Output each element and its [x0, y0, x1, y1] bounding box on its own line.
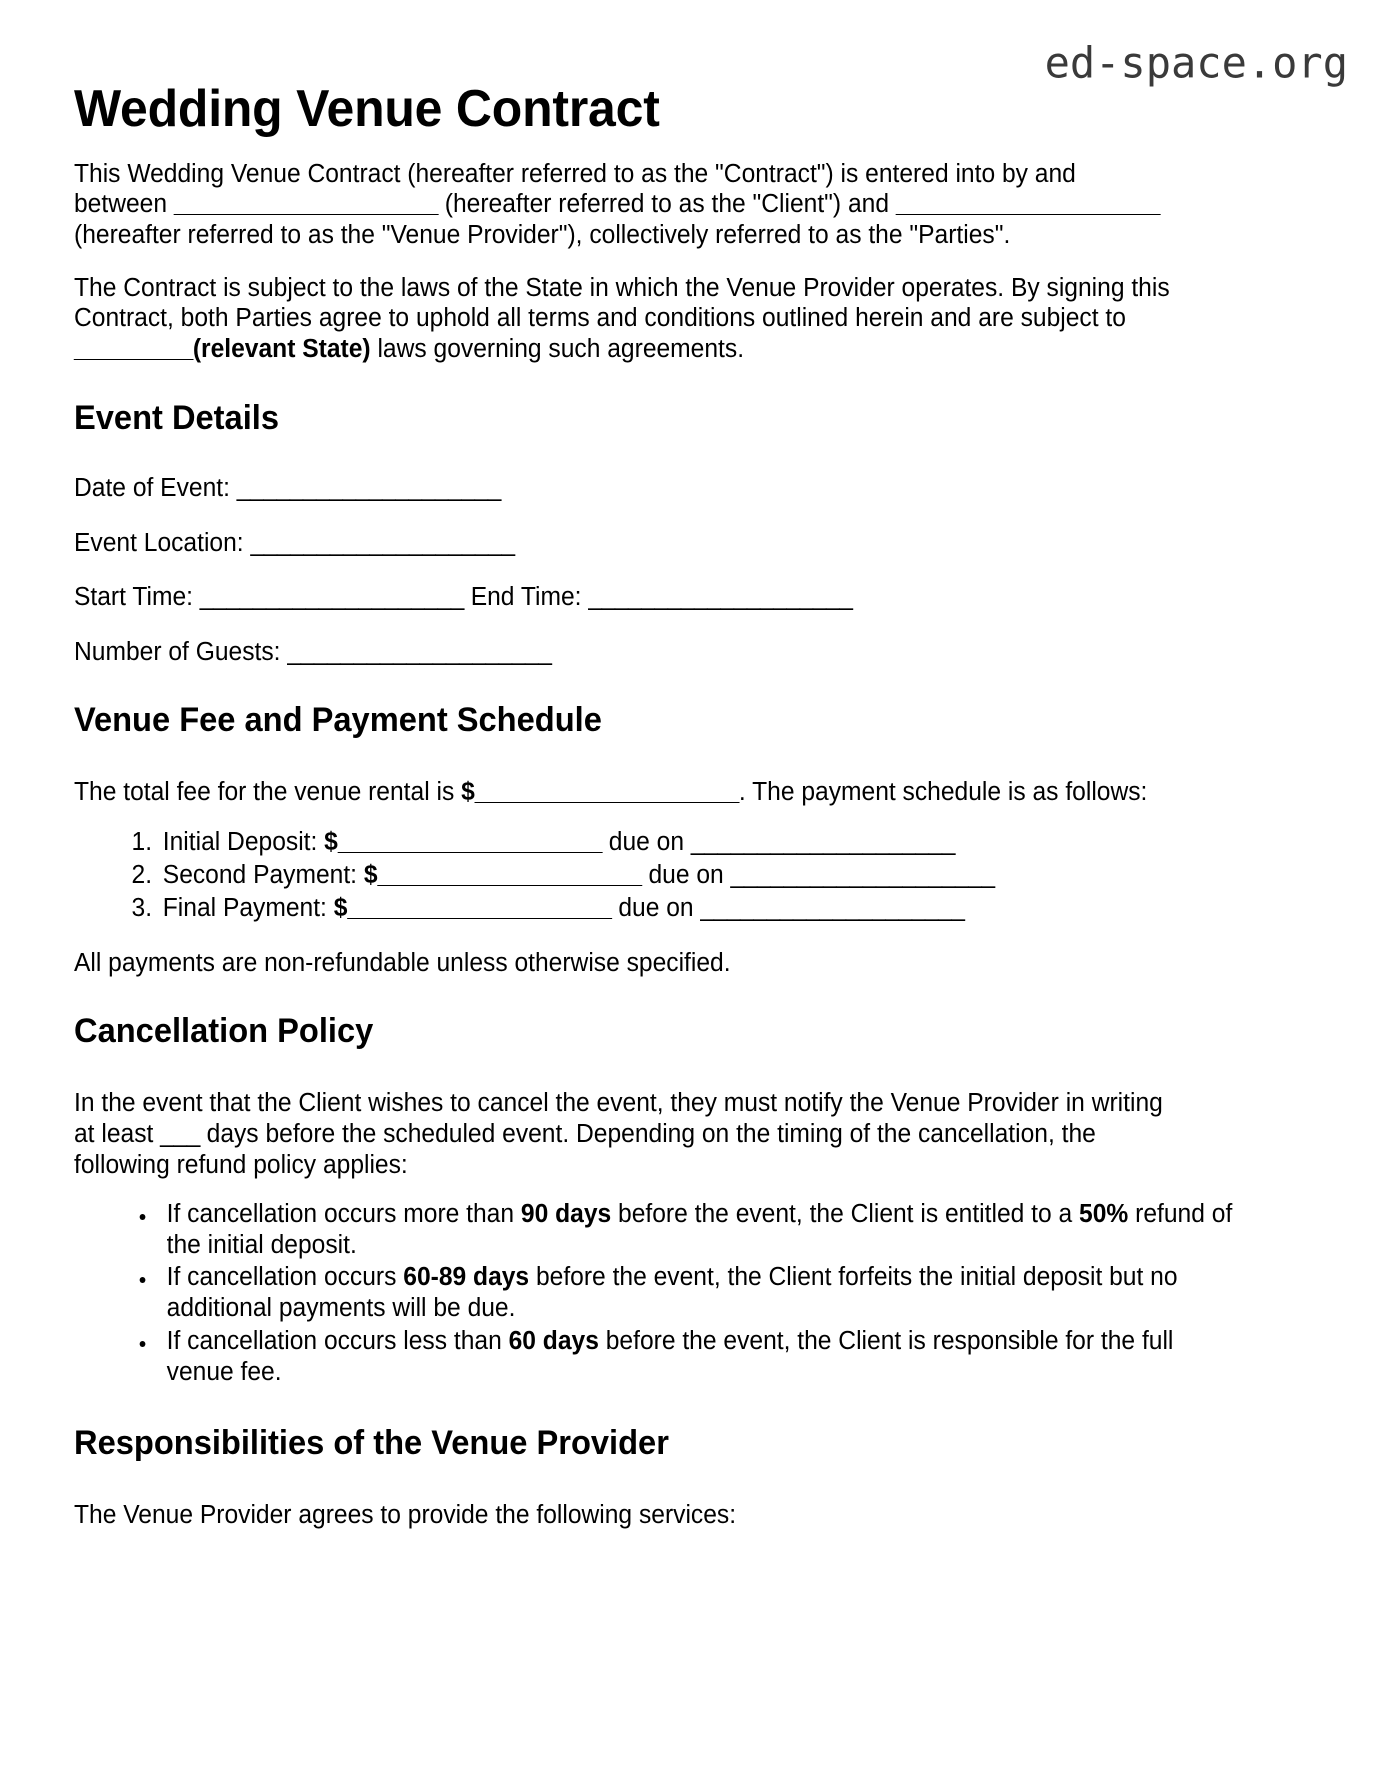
event-location-blank: ____________________ [250, 528, 515, 557]
venue-fee-intro [74, 751, 1174, 808]
intro-paragraph-1 [74, 137, 1174, 251]
date-of-event-label: Date of Event: [74, 473, 237, 502]
section-heading-responsibilities: Responsibilities of the Venue Provider [74, 1424, 669, 1463]
list-item [159, 826, 1257, 859]
venue-fee-text-a: The total fee for the venue rental is [74, 778, 462, 807]
cancellation-text-b: days before the scheduled event. Depending on the timing of the cancellation, the following refund policy applies: [74, 1120, 1096, 1179]
payment-1-due-blank: ____________________ [690, 828, 955, 857]
refund-rule-1-text-a: If cancellation occurs more than [166, 1199, 521, 1228]
cancellation-refund-list [74, 1181, 1238, 1389]
start-time-blank: ____________________ [199, 583, 464, 612]
relevant-state-emphasis: (relevant State) [192, 335, 371, 364]
venue-provider-name-blank: ____________________ [895, 190, 1160, 219]
venue-fee-text-b: . The payment schedule is as follows: [738, 778, 1148, 807]
payment-2-due-label: due on [641, 861, 731, 890]
field-event-times [74, 558, 1257, 613]
intro-text-2a: The Contract is subject to the laws of the State in which the Venue Provider operates. By signing this Contract, both Parties agree to uphold all terms and conditions outlined herein and are subject to [74, 273, 1170, 333]
payment-1-label: Initial Deposit: [162, 828, 325, 857]
field-number-of-guests [74, 613, 1257, 668]
end-time-label: End Time: [463, 583, 589, 612]
refund-rule-2-text-b: before the event, the Client forfeits the initial deposit but no additional payments will be due. [166, 1263, 1178, 1323]
event-location-label: Event Location: [74, 528, 251, 557]
start-time-label: Start Time: [74, 583, 200, 612]
date-of-event-blank: ____________________ [236, 473, 501, 502]
refund-rule-1-text-c: refund of the initial deposit. [166, 1199, 1233, 1259]
list-item [157, 1262, 1238, 1324]
payment-2-label: Second Payment: [162, 861, 364, 890]
payment-2-dollar-sign: $ [363, 861, 378, 890]
section-heading-cancellation-policy: Cancellation Policy [74, 1012, 374, 1051]
payment-1-dollar-sign: $ [324, 828, 338, 857]
payment-3-amount-blank: ____________________ [347, 894, 612, 923]
refund-rule-3-text-b: before the event, the Client is responsible for the full venue fee. [166, 1327, 1174, 1387]
refund-rule-2-text-a: If cancellation occurs [166, 1263, 404, 1292]
client-name-blank: ____________________ [173, 190, 438, 219]
field-event-location [74, 504, 1257, 559]
payment-schedule-list [74, 808, 1257, 925]
payment-3-label: Final Payment: [162, 894, 334, 923]
venue-fee-dollar-sign: $ [461, 778, 475, 807]
list-item [157, 1199, 1238, 1261]
page-title: Wedding Venue Contract [74, 80, 660, 138]
intro-paragraph-2 [74, 251, 1174, 365]
refund-rule-3-text-a: If cancellation occurs less than [166, 1327, 509, 1356]
section-heading-event-details: Event Details [74, 398, 279, 437]
intro-text-1a: This Wedding Venue Contract (hereafter referred to as the "Contract") is entered into by and between [74, 159, 1076, 219]
payment-3-dollar-sign: $ [333, 894, 348, 923]
number-of-guests-label: Number of Guests: [74, 637, 288, 666]
responsibilities-intro: The Venue Provider agrees to provide the following services: [74, 1501, 737, 1530]
list-item [159, 859, 1257, 892]
refund-rule-3-threshold: 60 days [508, 1327, 599, 1356]
intro-text-1c: (hereafter referred to as the "Venue Provider"), collectively referred to as the "Parties". [74, 221, 1011, 250]
payment-1-amount-blank: ____________________ [337, 828, 602, 857]
refund-rule-1-percent: 50% [1079, 1199, 1129, 1228]
cancellation-intro-paragraph [74, 1062, 1174, 1180]
section-heading-venue-fee: Venue Fee and Payment Schedule [74, 701, 602, 740]
refund-rule-2-threshold: 60-89 days [403, 1263, 530, 1292]
cancellation-text-a: In the event that the Client wishes to cancel the event, they must notify the Venue Provider in writing at least [74, 1089, 1163, 1149]
payment-2-amount-blank: ____________________ [377, 861, 642, 890]
end-time-blank: ____________________ [588, 583, 853, 612]
intro-text-2b: laws governing such agreements. [370, 335, 745, 364]
total-fee-blank: ____________________ [474, 778, 739, 807]
payment-3-due-blank: ____________________ [700, 894, 965, 923]
notice-days-blank: ___ [160, 1120, 200, 1149]
refund-rule-1-text-b: before the event, the Client is entitled to a [611, 1199, 1080, 1228]
refund-rule-1-threshold: 90 days [520, 1199, 612, 1228]
payment-3-due-label: due on [611, 894, 701, 923]
list-item [157, 1326, 1238, 1388]
field-date-of-event [74, 449, 1257, 504]
payment-2-due-blank: ____________________ [730, 861, 995, 890]
list-item [159, 892, 1257, 925]
payments-nonrefundable-note: All payments are non-refundable unless otherwise specified. [74, 948, 731, 977]
intro-text-1b: (hereafter referred to as the "Client") and [437, 190, 896, 219]
state-blank: _________ [74, 335, 193, 364]
site-watermark: ed-space.org [1044, 37, 1348, 88]
payment-1-due-label: due on [601, 828, 691, 857]
number-of-guests-blank: ____________________ [287, 637, 552, 666]
